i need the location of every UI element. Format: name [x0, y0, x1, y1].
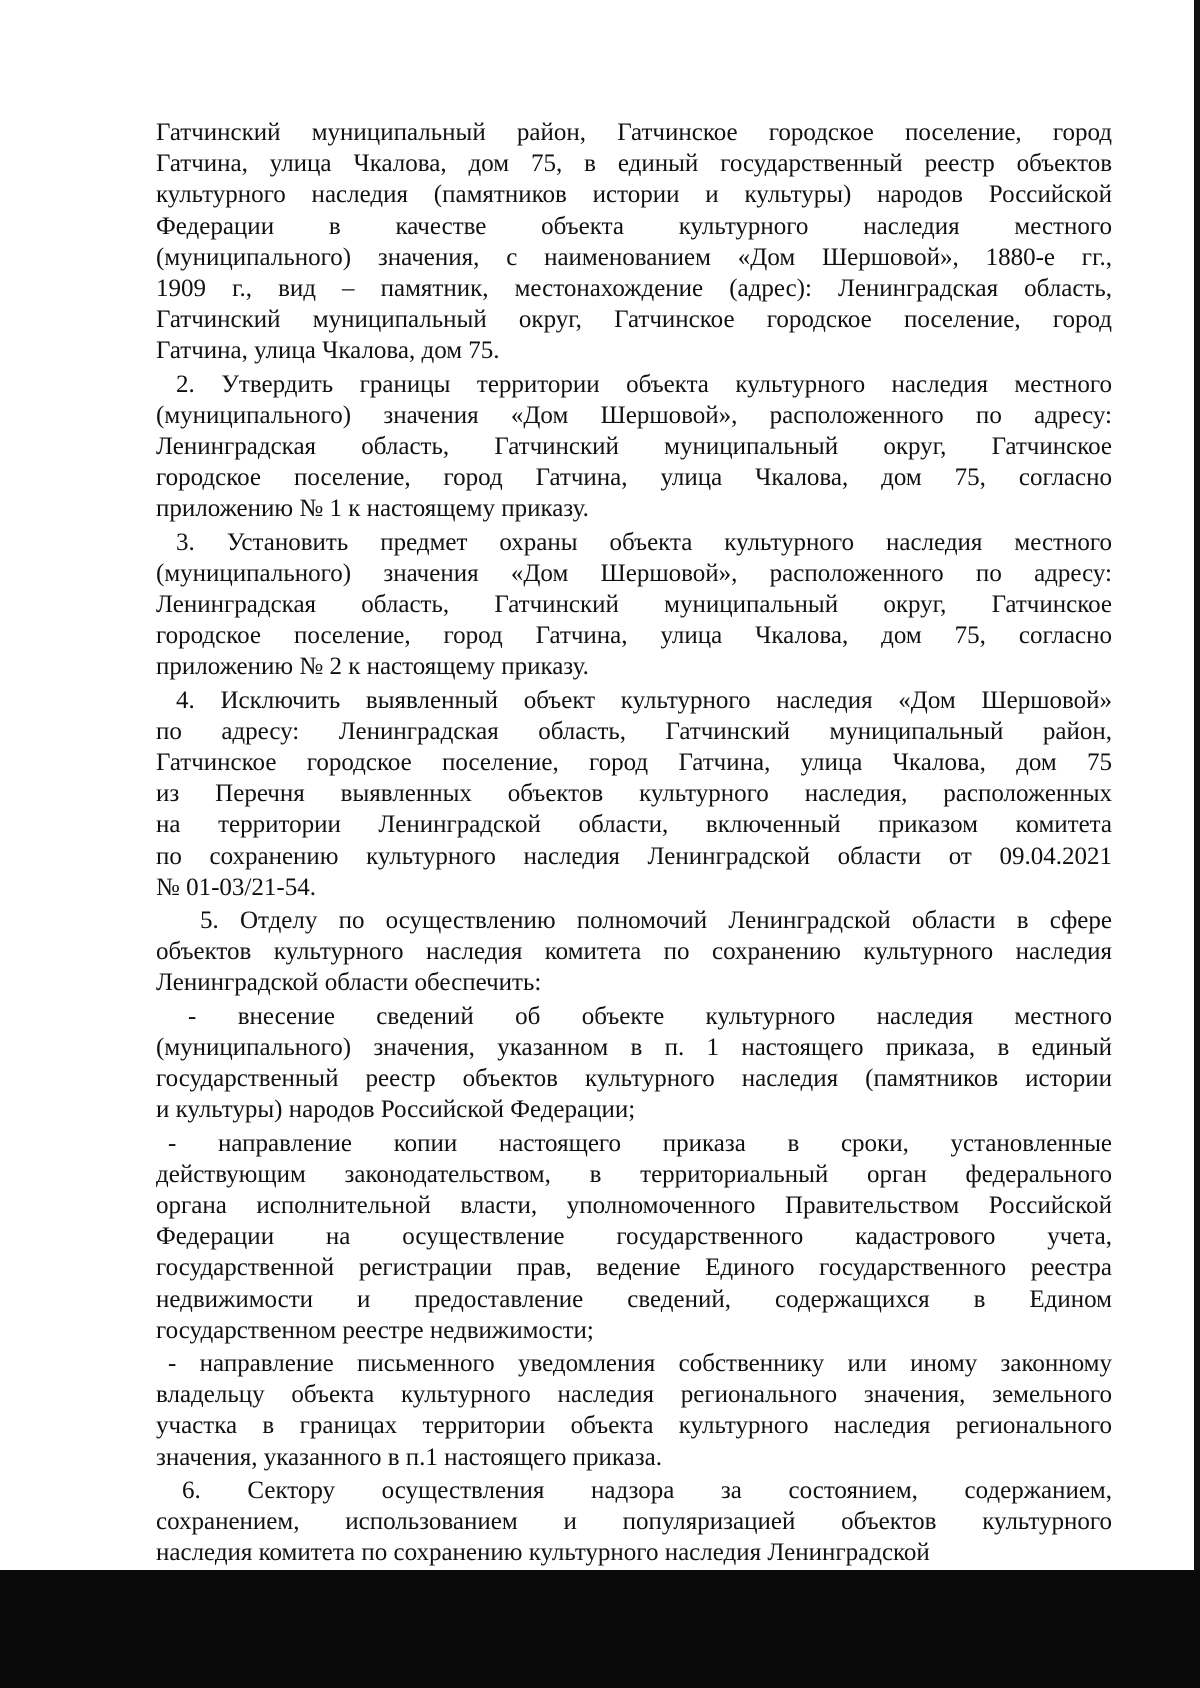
text-line: (муниципального) значения, с наименованием «Дом Шершовой», 1880-е гг.,	[156, 243, 1112, 271]
text-line: 3. Установить предмет охраны объекта культурного наследия местного	[176, 528, 1112, 556]
text-line: Гатчинский муниципальный район, Гатчинское городское поселение, город	[156, 119, 1112, 146]
text-line: 6. Сектору осуществления надзора за состоянием, содержанием,	[182, 1476, 1112, 1504]
text-line: приложению № 2 к настоящему приказу.	[156, 653, 589, 681]
paragraph-continuation	[156, 117, 1112, 367]
text-line: наследия комитета по сохранению культурного наследия Ленинградской	[156, 1539, 930, 1567]
text-line: городское поселение, город Гатчина, улица Чкалова, дом 75, согласно	[156, 464, 1112, 492]
text-line: на территории Ленинградской области, включенный приказом комитета	[156, 811, 1112, 839]
scan-bottom-band	[0, 1570, 1200, 1688]
text-line: Федерации на осуществление государственного кадастрового учета,	[156, 1223, 1112, 1251]
paragraph-item-3	[156, 527, 1112, 683]
text-line: участка в границах территории объекта культурного наследия регионального	[156, 1412, 1112, 1440]
text-line: - направление письменного уведомления собственнику или иному законному	[168, 1349, 1112, 1377]
text-line: по адресу: Ленинградская область, Гатчинский муниципальный район,	[156, 717, 1112, 745]
paragraph-item-5	[156, 905, 1112, 999]
text-line: Федерации в качестве объекта культурного наследия местного	[156, 212, 1112, 240]
text-line: Ленинградская область, Гатчинский муниципальный округ, Гатчинское	[156, 591, 1112, 619]
text-line: объектов культурного наследия комитета по сохранению культурного наследия	[156, 938, 1112, 966]
text-line: Ленинградская область, Гатчинский муниципальный округ, Гатчинское	[156, 433, 1112, 461]
text-line: городское поселение, город Гатчина, улица Чкалова, дом 75, согласно	[156, 622, 1112, 650]
text-line: государственный реестр объектов культурного наследия (памятников истории	[156, 1065, 1112, 1093]
text-line: государственном реестре недвижимости;	[156, 1316, 594, 1344]
text-line: (муниципального) значения, указанном в п. 1 настоящего приказа, в единый	[156, 1033, 1112, 1061]
paragraph-item-2	[156, 369, 1112, 525]
text-line: 4. Исключить выявленный объект культурного наследия «Дом Шершовой»	[176, 686, 1112, 714]
text-line: значения, указанного в п.1 настоящего приказа.	[156, 1443, 662, 1471]
paragraph-item-6	[156, 1475, 1112, 1569]
text-line: из Перечня выявленных объектов культурного наследия, расположенных	[156, 780, 1112, 808]
text-line: - внесение сведений об объекте культурного наследия местного	[188, 1002, 1112, 1030]
text-line: действующим законодательством, в территориальный орган федерального	[156, 1160, 1112, 1188]
text-line: сохранением, использованием и популяризацией объектов культурного	[156, 1507, 1112, 1535]
text-line: 1909 г., вид – памятник, местонахождение (адрес): Ленинградская область,	[156, 275, 1112, 303]
text-line: владельцу объекта культурного наследия регионального значения, земельного	[156, 1381, 1112, 1409]
text-line: (муниципального) значения «Дом Шершовой», расположенного по адресу:	[156, 559, 1112, 587]
text-line: Ленинградской области обеспечить:	[156, 969, 542, 997]
paragraph-item-5-bullet-2	[156, 1128, 1112, 1346]
text-line: Гатчинский муниципальный округ, Гатчинское городское поселение, город	[156, 306, 1112, 334]
text-line: Гатчина, улица Чкалова, дом 75.	[156, 337, 500, 365]
text-line: приложению № 1 к настоящему приказу.	[156, 495, 589, 523]
text-line: недвижимости и предоставление сведений, содержащихся в Едином	[156, 1285, 1112, 1313]
text-line: органа исполнительной власти, уполномоченного Правительством Российской	[156, 1191, 1112, 1219]
text-line: Гатчинское городское поселение, город Гатчина, улица Чкалова, дом 75	[156, 749, 1112, 777]
text-line: по сохранению культурного наследия Ленинградской области от 09.04.2021	[156, 842, 1112, 870]
text-line: (муниципального) значения «Дом Шершовой», расположенного по адресу:	[156, 401, 1112, 429]
text-line: 5. Отделу по осуществлению полномочий Ленинградской области в сфере	[200, 907, 1112, 935]
paragraph-item-5-bullet-3	[156, 1348, 1112, 1473]
text-line: и культуры) народов Российской Федерации;	[156, 1096, 636, 1124]
paragraph-item-4	[156, 685, 1112, 903]
text-line: 2. Утвердить границы территории объекта культурного наследия местного	[176, 370, 1112, 398]
text-line: государственной регистрации прав, ведение Единого государственного реестра	[156, 1254, 1112, 1282]
scan-right-edge	[1194, 0, 1200, 1688]
text-line: - направление копии настоящего приказа в сроки, установленные	[168, 1129, 1112, 1157]
text-line: Гатчина, улица Чкалова, дом 75, в единый государственный реестр объектов	[156, 150, 1112, 178]
text-line: № 01-03/21-54.	[156, 873, 316, 901]
text-line: культурного наследия (памятников истории и культуры) народов Российской	[156, 181, 1112, 209]
paragraph-item-5-bullet-1	[156, 1001, 1112, 1126]
document-body	[156, 117, 1112, 1568]
